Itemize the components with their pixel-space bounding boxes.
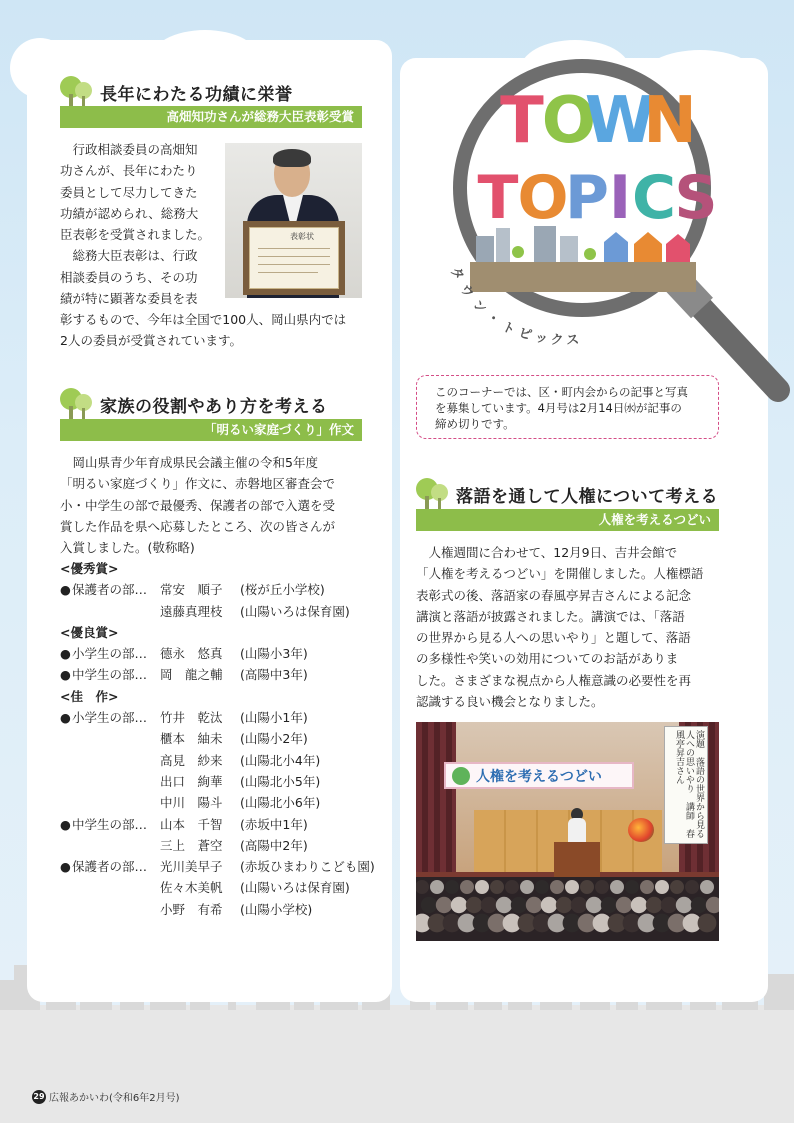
text-line: 相談委員のうち、その功 <box>60 269 198 285</box>
cloud-bump <box>300 40 390 100</box>
award-entry <box>60 579 380 600</box>
award-winner-org: (山陽小3年) <box>240 646 308 662</box>
text-line: 小・中学生の部で最優秀、保護者の部で入選を受 <box>60 497 336 513</box>
award-entry <box>60 877 380 898</box>
bullet-icon: ● <box>60 646 71 662</box>
section3-heading <box>416 478 718 510</box>
logo-letter: O <box>517 163 569 233</box>
award-entry <box>60 664 380 685</box>
info-line: を募集しています。4月号は2月14日㈬が記事の <box>435 401 682 415</box>
logo-kana: ク <box>550 332 564 349</box>
logo-letter: T <box>477 163 519 233</box>
audience-member <box>445 880 459 894</box>
logo-kana: ッ <box>533 330 549 347</box>
tree-icon <box>60 388 94 420</box>
audience-member <box>511 897 527 913</box>
text-line: 臣表彰を受賞されました。 <box>60 227 211 243</box>
audience-member <box>520 880 534 894</box>
award-entry <box>60 643 380 664</box>
award-winner-org: (山陽北小6年) <box>240 795 321 811</box>
logo-letter: P <box>565 163 609 233</box>
award-winner-org: (山陽小学校) <box>240 901 313 917</box>
event-photo <box>416 722 719 941</box>
award-division: 小学生の部… <box>72 710 148 726</box>
award-category-label: <優秀賞> <box>60 561 119 576</box>
audience-member <box>580 880 594 894</box>
audience-member <box>661 897 677 913</box>
audience-member <box>595 880 609 894</box>
audience-member <box>670 880 684 894</box>
podium <box>554 842 600 882</box>
certificate-text: 表彰状 <box>290 232 314 241</box>
award-winner-name: 櫃本 紬未 <box>160 731 223 747</box>
section2-body <box>60 452 372 558</box>
section1-subtitle: 高畑知功さんが総務大臣表彰受賞 <box>60 106 362 128</box>
footer-ground <box>0 1005 794 1123</box>
award-category <box>60 622 380 643</box>
logo-letter: O <box>541 84 597 158</box>
bullet-icon: ● <box>60 582 71 598</box>
award-entry <box>60 728 380 749</box>
audience-member <box>685 880 699 894</box>
audience-member <box>416 880 429 894</box>
audience-member <box>556 897 572 913</box>
section1-title: 長年にわたる功績に栄誉 <box>100 84 293 105</box>
award-entry <box>60 814 380 835</box>
award-winner-org: (山陽北小4年) <box>240 752 321 768</box>
award-winner-org: (山陽北小5年) <box>240 773 321 789</box>
submission-info-box <box>416 375 719 439</box>
audience-member <box>436 897 452 913</box>
text-line: 講演と落語が披露されました。講演では、「落語 <box>416 608 685 624</box>
award-division: 中学生の部… <box>72 816 148 832</box>
section1-heading <box>60 76 293 108</box>
audience-member <box>601 897 617 913</box>
info-line: 締め切りです。 <box>435 417 515 431</box>
award-winner-name: 三上 蒼空 <box>160 837 223 853</box>
page-number: 29 <box>32 1090 46 1104</box>
text-line: 認識する良い機会となりました。 <box>416 694 604 710</box>
audience-member <box>421 897 437 913</box>
text-line: 表彰式の後、落語家の春風亭昇吉さんによる記念 <box>416 587 692 603</box>
text-line: 行政相談委員の高畑知 <box>72 142 198 157</box>
audience-member <box>430 880 444 894</box>
award-winner-name: 岡 龍之輔 <box>160 667 223 683</box>
info-line: このコーナーでは、区・町内会からの記事と写真 <box>435 385 688 399</box>
audience-member <box>700 880 714 894</box>
audience-member <box>640 880 654 894</box>
audience-member <box>565 880 579 894</box>
logo-kana: ピ <box>516 325 534 344</box>
banner-logo-icon <box>452 767 470 785</box>
award-entry <box>60 771 380 792</box>
award-winner-name: 常安 順子 <box>160 582 223 598</box>
text-line: した。さまざまな視点から人権意識の必要性を再 <box>416 672 692 688</box>
logo-kana: ウ <box>456 281 477 302</box>
audience-member <box>655 880 669 894</box>
audience-member <box>496 897 512 913</box>
award-winner-name: 山本 千智 <box>160 816 223 832</box>
audience-member <box>646 897 662 913</box>
award-winner-org: (山陽小2年) <box>240 731 308 747</box>
award-winner-org: (山陽小1年) <box>240 710 308 726</box>
award-division: 中学生の部… <box>72 667 148 683</box>
audience-member <box>526 897 542 913</box>
award-entry <box>60 792 380 813</box>
bullet-icon: ● <box>60 667 71 683</box>
award-category <box>60 558 380 579</box>
text-line: の多様性や笑いの効用についてのお話がありま <box>416 651 679 667</box>
award-winner-org: (赤坂ひまわりこども園) <box>240 859 375 875</box>
audience-member <box>676 897 692 913</box>
award-category-label: <佳 作> <box>60 688 119 704</box>
audience <box>416 877 719 941</box>
audience-member <box>631 897 647 913</box>
bullet-icon: ● <box>60 710 71 726</box>
audience-member <box>535 880 549 894</box>
text-line: 功さんが、長年にわたり <box>60 163 198 179</box>
logo-letter: W <box>584 84 656 158</box>
award-winner-name: 佐々木美帆 <box>160 880 223 896</box>
audience-member <box>616 897 632 913</box>
award-winner-org: (赤坂中1年) <box>240 816 308 832</box>
award-winner-name: 高見 紗来 <box>160 752 223 768</box>
award-winner-name: 光川美早子 <box>160 859 223 875</box>
award-winner-name: 德永 悠真 <box>160 646 223 662</box>
logo-letter: T <box>500 84 544 158</box>
section1-body-wrap <box>60 139 222 309</box>
text-line: 「人権を考えるつどい」を開催しました。人権標語 <box>416 566 704 582</box>
section2-title: 家族の役割やあり方を考える <box>100 396 328 417</box>
audience-member <box>490 880 504 894</box>
text-line: 2人の委員が受賞されています。 <box>60 333 242 349</box>
flowers <box>628 818 654 842</box>
audience-member <box>691 897 707 913</box>
award-photo <box>225 143 362 298</box>
award-winner-org: (山陽いろは保育園) <box>240 603 350 619</box>
tree-icon <box>416 478 450 510</box>
text-line: 岡山県青少年育成県民会議主催の令和5年度 <box>72 455 318 470</box>
award-winner-name: 出口 絢華 <box>160 773 223 789</box>
logo-letter: C <box>631 163 677 233</box>
section3-body <box>416 542 726 712</box>
bullet-icon: ● <box>60 859 71 875</box>
text-line: 入賞しました。(敬称略) <box>60 540 195 556</box>
text-line: 「明るい家庭づくり」作文に、赤磐地区審査会で <box>60 476 336 492</box>
logo-letter: N <box>643 84 697 158</box>
publication-name: 広報あかいわ(令和6年2月号) <box>49 1093 180 1104</box>
page-footer <box>32 1089 180 1104</box>
audience-member <box>541 897 557 913</box>
text-line: 績が特に顕著な委員を表 <box>60 291 198 307</box>
logo-kana: ス <box>565 332 580 349</box>
lecture-sign: 演題 落語の世界から見る人への思いやり 講師 春風亭昇吉さん <box>664 726 708 844</box>
event-banner <box>444 762 634 789</box>
award-winner-org: (桜が丘小学校) <box>240 582 325 598</box>
audience-member <box>475 880 489 894</box>
text-line: 功績が認められ、総務大 <box>60 205 199 221</box>
audience-member <box>698 914 717 933</box>
award-division: 小学生の部… <box>72 646 148 662</box>
logo-kana: タ <box>446 264 467 284</box>
award-division: 保護者の部… <box>72 859 148 875</box>
award-winner-name: 中川 陽斗 <box>160 795 223 811</box>
audience-member <box>451 897 467 913</box>
award-category <box>60 686 380 707</box>
text-line: 人権週間に合わせて、12月9日、吉井会館で <box>428 545 678 560</box>
audience-member <box>466 897 482 913</box>
audience-member <box>625 880 639 894</box>
award-entry <box>60 601 380 622</box>
text-line: 彰するもので、今年は全国で100人、岡山県内では <box>60 312 347 327</box>
text-line: の世界から見る人への思いやり」と題して、落語 <box>416 630 691 646</box>
bullet-icon: ● <box>60 816 71 832</box>
award-division: 保護者の部… <box>72 582 148 598</box>
section3-subtitle: 人権を考えるつどい <box>416 509 719 531</box>
logo-letter: I <box>608 163 632 233</box>
banner-text: 人権を考えるつどい <box>476 768 602 785</box>
award-winner-name: 遠藤真理枝 <box>160 603 223 619</box>
award-entry <box>60 835 380 856</box>
logo-kana: ・ <box>483 309 503 329</box>
award-winner-org: (山陽いろは保育園) <box>240 880 350 896</box>
logo-kana: ト <box>499 319 518 339</box>
logo-letter: S <box>674 163 718 233</box>
audience-member <box>550 880 564 894</box>
text-line: 賞した作品を県へ応募したところ、次の皆さんが <box>60 518 336 534</box>
award-category-label: <優良賞> <box>60 624 119 640</box>
section2-heading <box>60 388 328 420</box>
audience-member <box>610 880 624 894</box>
award-entry <box>60 899 380 920</box>
section3-title: 落語を通して人権について考える <box>456 486 719 507</box>
award-entry <box>60 856 380 877</box>
audience-member <box>571 897 587 913</box>
tree-icon <box>60 76 94 108</box>
audience-member <box>505 880 519 894</box>
award-winner-name: 小野 有希 <box>160 901 223 917</box>
award-list <box>60 558 380 920</box>
text-line: 委員として尽力してきた <box>60 184 198 200</box>
award-winner-name: 竹井 乾汰 <box>160 710 223 726</box>
text-line: 総務大臣表彰は、行政 <box>72 248 198 264</box>
audience-member <box>706 897 719 913</box>
award-entry <box>60 707 380 728</box>
section1-body-full <box>60 309 370 352</box>
audience-member <box>586 897 602 913</box>
award-winner-org: (高陽中3年) <box>240 667 308 683</box>
town-topics-logo <box>432 40 794 420</box>
audience-member <box>481 897 497 913</box>
audience-member <box>460 880 474 894</box>
award-entry <box>60 750 380 771</box>
award-winner-org: (高陽中2年) <box>240 837 308 853</box>
logo-kana: ン <box>469 297 490 318</box>
section2-subtitle: 「明るい家庭づくり」作文 <box>60 419 362 441</box>
